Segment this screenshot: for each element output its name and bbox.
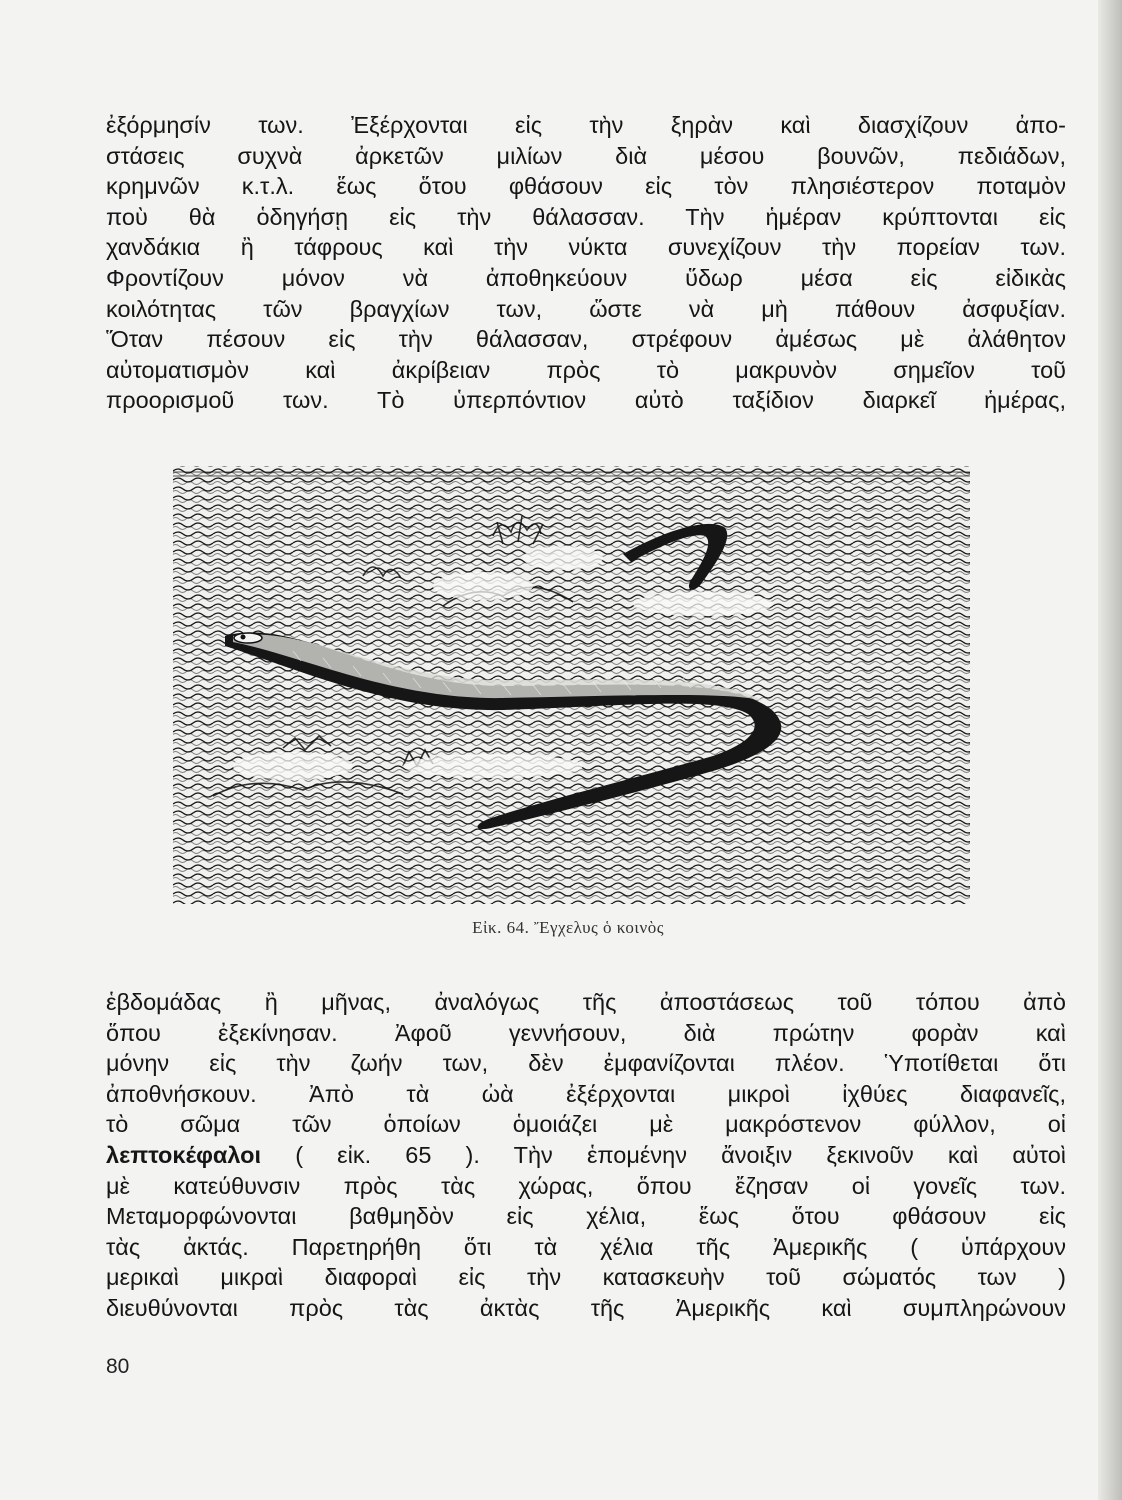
eel-illustration xyxy=(173,466,970,904)
text-line: ὅπου ἐξεκίνησαν. Ἀφοῦ γεννήσουν, διὰ πρώτην φορὰν καὶ xyxy=(106,1019,1066,1046)
bold-term: λεπτοκέφαλοι xyxy=(106,1141,262,1168)
text-line: χανδάκια ἢ τάφρους καὶ τὴν νύκτα συνεχίζουν τὴν πορείαν των. xyxy=(106,234,1066,261)
text-line: ποὺ θὰ ὁδηγήσῃ εἰς τὴν θάλασσαν. Τὴν ἡμέραν κρύπτονται εἰς xyxy=(106,203,1066,230)
text-line: τὰς ἀκτάς. Παρετηρήθη ὅτι τὰ χέλια τῆς Ἀμερικῆς ( ὑπάρχουν xyxy=(106,1233,1066,1260)
text-line: ἐξόρμησίν των. Ἐξέρχονται εἰς τὴν ξηρὰν καὶ διασχίζουν ἀπο- xyxy=(106,112,1066,138)
page-edge xyxy=(1098,0,1122,1500)
text-line: μερικαὶ μικραὶ διαφοραὶ εἰς τὴν κατασκευὴν τοῦ σώματός των ) xyxy=(106,1264,1066,1291)
text-line: διευθύνονται πρὸς τὰς ἀκτὰς τῆς Ἀμερικῆς καὶ συμπληρώνουν xyxy=(106,1294,1066,1321)
text-line: Ὅταν πέσουν εἰς τὴν θάλασσαν, στρέφουν ἀμέσως μὲ ἀλάθητον xyxy=(106,326,1066,353)
text-line: κοιλότητας τῶν βραγχίων των, ὥστε νὰ μὴ πάθουν ἀσφυξίαν. xyxy=(106,295,1066,322)
text-fragment: ( εἰκ. 65 ). Τὴν ἑπομένην ἄνοιξιν ξεκινοῦν καὶ αὐτοὶ xyxy=(261,1141,1066,1168)
top-paragraph xyxy=(106,110,1066,416)
text-line: Μεταμορφώνονται βαθμηδὸν εἰς χέλια, ἕως ὅτου φθάσουν εἰς xyxy=(106,1203,1066,1230)
text-line: μόνην εἰς τὴν ζωήν των, δὲν ἐμφανίζονται πλέον. Ὑποτίθεται ὅτι xyxy=(106,1050,1066,1077)
text-line xyxy=(106,1140,1066,1171)
text-line: αὐτοματισμὸν καὶ ἀκρίβειαν πρὸς τὸ μακρυνὸν σημεῖον τοῦ xyxy=(106,356,1066,383)
bottom-paragraph xyxy=(106,987,1066,1324)
text-line: Φροντίζουν μόνον νὰ ἀποθηκεύουν ὕδωρ μέσα εἰς εἰδικὰς xyxy=(106,264,1066,291)
text-line: ἑβδομάδας ἢ μῆνας, ἀναλόγως τῆς ἀποστάσεως τοῦ τόπου ἀπὸ xyxy=(106,989,1066,1015)
text-line: μὲ κατεύθυνσιν πρὸς τὰς χώρας, ὅπου ἔζησαν οἱ γονεῖς των. xyxy=(106,1172,1066,1199)
text-line: ἀποθνήσκουν. Ἀπὸ τὰ ὠὰ ἐξέρχονται μικροὶ ἰχθύες διαφανεῖς, xyxy=(106,1080,1066,1107)
text-line: στάσεις συχνὰ ἀρκετῶν μιλίων διὰ μέσου βουνῶν, πεδιάδων, xyxy=(106,142,1066,169)
figure-caption: Εἰκ. 64. Ἔγχελυς ὁ κοινὸς xyxy=(472,918,664,937)
text-line: κρημνῶν κ.τ.λ. ἕως ὅτου φθάσουν εἰς τὸν πλησιέστερον ποταμὸν xyxy=(106,173,1066,200)
text-line: τὸ σῶμα τῶν ὁποίων ὁμοιάζει μὲ μακρόστενον φύλλον, οἱ xyxy=(106,1111,1066,1138)
page-number: 80 xyxy=(106,1355,130,1378)
text-line: προορισμοῦ των. Τὸ ὑπερπόντιον αὐτὸ ταξίδιον διαρκεῖ ἡμέρας, xyxy=(106,387,1066,414)
